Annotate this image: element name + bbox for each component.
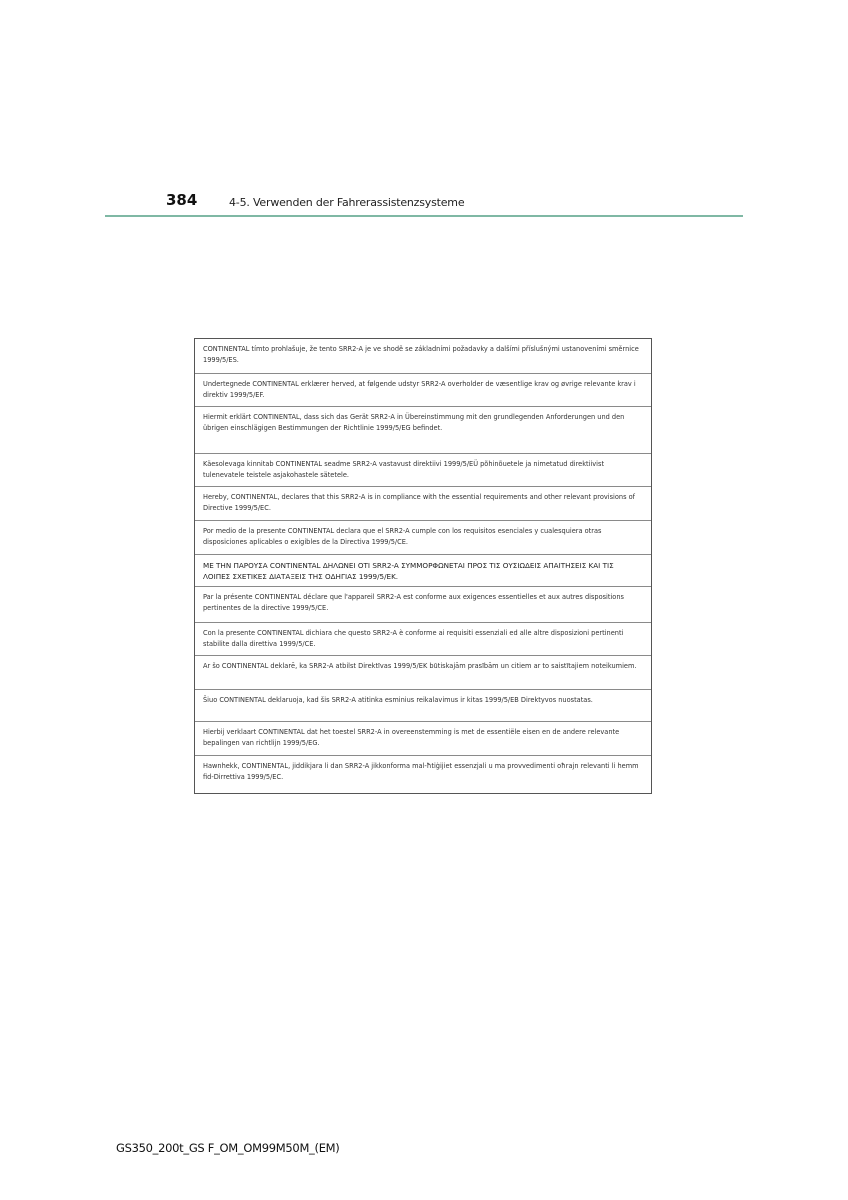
declaration-row-de: Hiermit erklärt CONTINENTAL, dass sich das Gerät SRR2-A in Übereinstimmung mit den grundlegenden Anforderungen und den übrigen einschlägigen Bestimmungen der Richtlinie 1999/5/EG befindet. <box>195 407 651 454</box>
declaration-row-cs: CONTINENTAL tímto prohlašuje, že tento SRR2-A je ve shodě se základními požadavky a dalšími příslušnými ustanoveními směrnice 1999/5/ES. <box>195 339 651 374</box>
document-code: GS350_200t_GS F_OM_OM99M50M_(EM) <box>116 1141 340 1155</box>
page-header <box>105 188 743 218</box>
declaration-row-fr: Par la présente CONTINENTAL déclare que l'appareil SRR2-A est conforme aux exigences essentielles et aux autres dispositions pertinentes de la directive 1999/5/CE. <box>195 587 651 623</box>
declaration-row-nl: Hierbij verklaart CONTINENTAL dat het toestel SRR2-A in overeenstemming is met de essentiële eisen en de andere relevante bepalingen van richtlijn 1999/5/EG. <box>195 722 651 756</box>
declaration-row-en: Hereby, CONTINENTAL, declares that this SRR2-A is in compliance with the essential requirements and other relevant provisions of Directive 1999/5/EC. <box>195 487 651 521</box>
section-title: 4-5. Verwenden der Fahrerassistenzsysteme <box>229 196 465 209</box>
header-divider <box>105 215 743 217</box>
declaration-row-mt: Hawnhekk, CONTINENTAL, jiddikjara li dan SRR2-A jikkonforma mal-ħtiġijiet essenzjali u ma provvedimenti oħrajn relevanti li hemm fid-Dirrettiva 1999/5/EC. <box>203 762 639 782</box>
declaration-row-es: Por medio de la presente CONTINENTAL declara que el SRR2-A cumple con los requisitos esenciales y cualesquiera otras disposiciones aplicables o exigibles de la Directiva 1999/5/CE. <box>195 521 651 555</box>
declaration-row-lt: Šiuo CONTINENTAL deklaruoja, kad šis SRR2-A atitinka esminius reikalavimus ir kitas 1999/5/EB Direktyvos nuostatas. <box>195 690 651 722</box>
declaration-row-lv: Ar šo CONTINENTAL deklarē, ka SRR2-A atbilst Direktīvas 1999/5/EK būtiskajām prasībām un citiem ar to saistītajiem noteikumiem. <box>195 656 651 690</box>
declaration-table <box>194 338 652 794</box>
declaration-row-da: Undertegnede CONTINENTAL erklærer herved, at følgende udstyr SRR2-A overholder de væsentlige krav og øvrige relevante krav i direktiv 1999/5/EF. <box>195 374 651 407</box>
declaration-row-it: Con la presente CONTINENTAL dichiara che questo SRR2-A è conforme ai requisiti essenziali ed alle altre disposizioni pertinenti stabilite dalla direttiva 1999/5/CE. <box>195 623 651 656</box>
declaration-row-et: Käesolevaga kinnitab CONTINENTAL seadme SRR2-A vastavust direktiivi 1999/5/EÜ põhinõuetele ja nimetatud direktiivist tulenevatele teistele asjakohastele sätetele. <box>195 454 651 487</box>
page-number: 384 <box>166 191 198 209</box>
declaration-row-el: ΜΕ ΤΗΝ ΠΑΡΟΥΣΑ CONTINENTAL ΔΗΛΩΝΕΙ ΟΤΙ SRR2-A ΣΥΜΜΟΡΦΩΝΕΤΑΙ ΠΡΟΣ ΤΙΣ ΟΥΣΙΩΔΕΙΣ ΑΠΑΙΤΗΣΕΙΣ ΚΑΙ ΤΙΣ ΛΟΙΠΕΣ ΣΧΕΤΙΚΕΣ ΔΙΑΤΑΞΕΙΣ ΤΗΣ ΟΔΗΓΙΑΣ 1999/5/ΕΚ. <box>195 555 651 587</box>
